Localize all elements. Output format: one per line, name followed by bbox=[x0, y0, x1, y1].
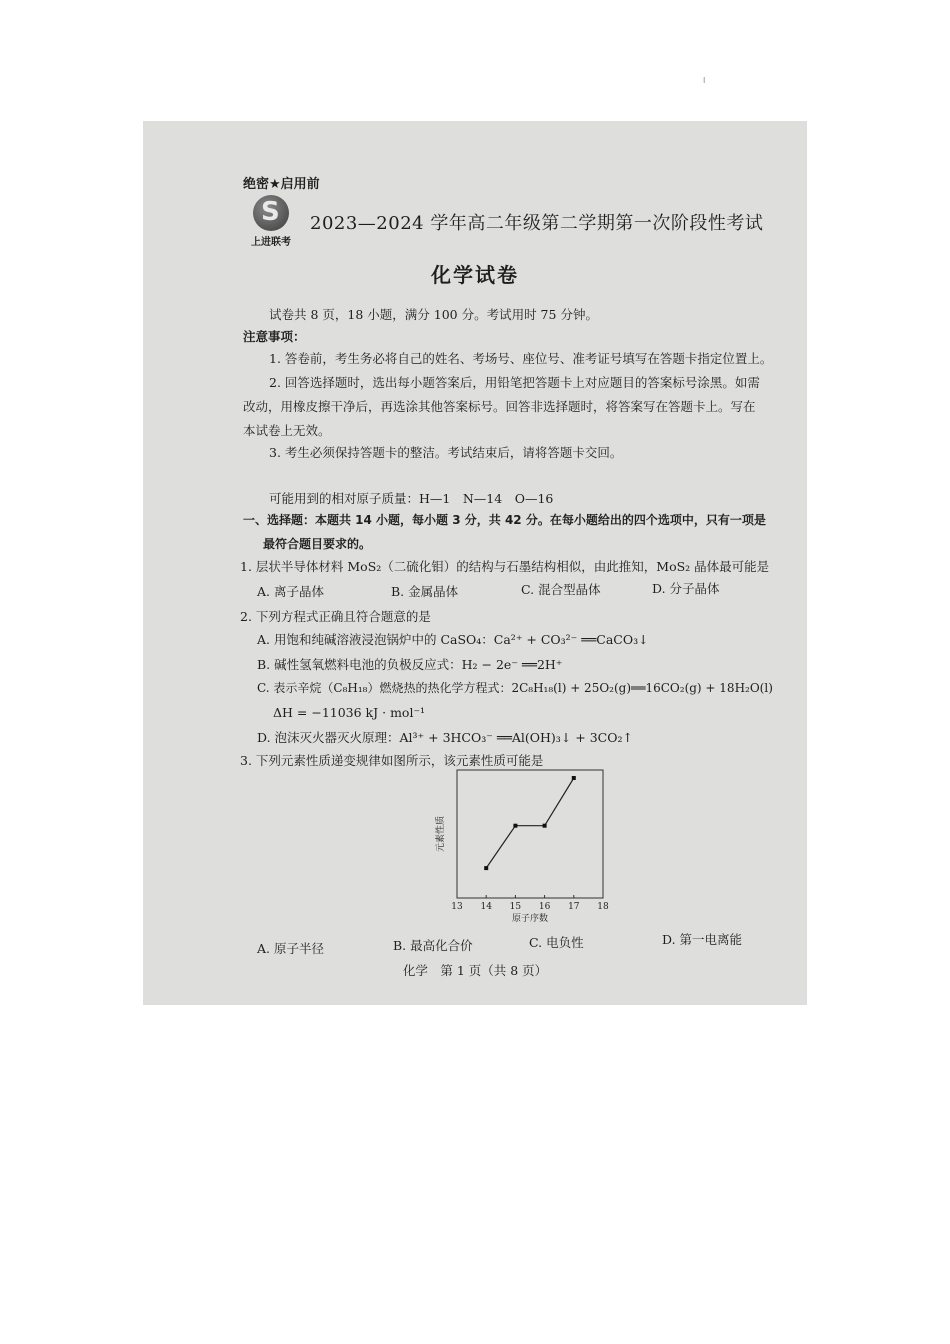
x-tick-label: 14 bbox=[480, 902, 492, 912]
logo-text: 上进联考 bbox=[251, 237, 291, 248]
subject-title: 化学试卷 bbox=[431, 263, 519, 287]
corner-mark: I bbox=[703, 76, 706, 85]
exam-logo bbox=[247, 193, 295, 251]
q3-chart bbox=[431, 764, 617, 924]
section-title: 一、选择题：本题共 14 小题，每小题 3 分，共 42 分。在每小题给出的四个选项中，只有一项是 bbox=[243, 513, 766, 527]
x-tick-label: 17 bbox=[568, 902, 580, 912]
atomic-mass-line: 可能用到的相对原子质量：H—1 N—14 O—16 bbox=[269, 491, 554, 506]
section-title-continued: 最符合题目要求的。 bbox=[263, 537, 372, 551]
q2-option-b: B. 碱性氢氧燃料电池的负极反应式：H₂ − 2e⁻ ══2H⁺ bbox=[257, 657, 563, 672]
notes-heading: 注意事项： bbox=[243, 329, 306, 344]
note-line: 2. 回答选择题时，选出每小题答案后，用铅笔把答题卡上对应题目的答案标号涂黑。如需 bbox=[269, 375, 760, 390]
note-line: 改动，用橡皮擦干净后，再选涂其他答案标号。回答非选择题时，将答案写在答题卡上。写在 bbox=[243, 399, 756, 414]
series-line bbox=[486, 778, 574, 868]
x-tick-label: 18 bbox=[597, 902, 609, 912]
q2-option-a: A. 用饱和纯碱溶液浸泡锅炉中的 CaSO₄：Ca²⁺ + CO₃²⁻ ══CaCO₃↓ bbox=[257, 632, 649, 647]
note-line: 3. 考生必须保持答题卡的整洁。考试结束后，请将答题卡交回。 bbox=[269, 445, 623, 460]
note-line: 本试卷上无效。 bbox=[243, 423, 331, 438]
logo-glyph-icon: S bbox=[261, 197, 280, 227]
q1-stem: 1. 层状半导体材料 MoS₂（二硫化钼）的结构与石墨结构相似，由此推知，MoS₂ 晶体最可能是 bbox=[240, 559, 770, 574]
q1-option-c: C. 混合型晶体 bbox=[521, 582, 601, 597]
data-point bbox=[484, 866, 488, 870]
x-tick-label: 15 bbox=[509, 902, 522, 912]
q3-stem: 3. 下列元素性质递变规律如图所示，该元素性质可能是 bbox=[240, 753, 544, 768]
q2-option-c-enthalpy: ΔH = −11036 kJ · mol⁻¹ bbox=[273, 705, 426, 720]
q1-option-a: A. 离子晶体 bbox=[257, 584, 324, 599]
data-point bbox=[572, 776, 576, 780]
q1-option-d: D. 分子晶体 bbox=[652, 581, 720, 596]
page-footer: 化学 第 1 页（共 8 页） bbox=[402, 963, 548, 978]
x-axis-label: 原子序数 bbox=[511, 914, 549, 924]
q3-option-b: B. 最高化合价 bbox=[393, 938, 473, 953]
chart-frame bbox=[457, 770, 603, 898]
q2-option-d: D. 泡沫灭火器灭火原理：Al³⁺ + 3HCO₃⁻ ══Al(OH)₃↓ + 3CO₂↑ bbox=[257, 730, 633, 745]
exam-title: 2023—2024 学年高二年级第二学期第一次阶段性考试 bbox=[310, 213, 764, 234]
q2-stem: 2. 下列方程式正确且符合题意的是 bbox=[240, 609, 431, 624]
intro-line: 试卷共 8 页，18 小题，满分 100 分。考试用时 75 分钟。 bbox=[269, 307, 598, 322]
y-axis-label: 元素性质 bbox=[436, 815, 446, 853]
series-points bbox=[484, 776, 576, 870]
data-point bbox=[513, 824, 517, 828]
q2-option-c: C. 表示辛烷（C₈H₁₈）燃烧热的热化学方程式：2C₈H₁₈(l) + 25O₂(g)══16CO₂(g) + 18H₂O(l) bbox=[257, 681, 773, 695]
note-line: 1. 答卷前，考生务必将自己的姓名、考场号、座位号、准考证号填写在答题卡指定位置上。 bbox=[269, 351, 773, 366]
secret-label: 绝密★启用前 bbox=[243, 177, 320, 192]
q3-option-a: A. 原子半径 bbox=[257, 941, 324, 956]
q3-option-d: D. 第一电离能 bbox=[662, 932, 743, 947]
q1-option-b: B. 金属晶体 bbox=[391, 584, 459, 599]
x-tick-label: 16 bbox=[538, 902, 551, 912]
x-tick-label: 13 bbox=[451, 902, 463, 912]
data-point bbox=[543, 824, 547, 828]
q3-option-c: C. 电负性 bbox=[529, 935, 584, 950]
exam-paper bbox=[143, 121, 807, 1005]
